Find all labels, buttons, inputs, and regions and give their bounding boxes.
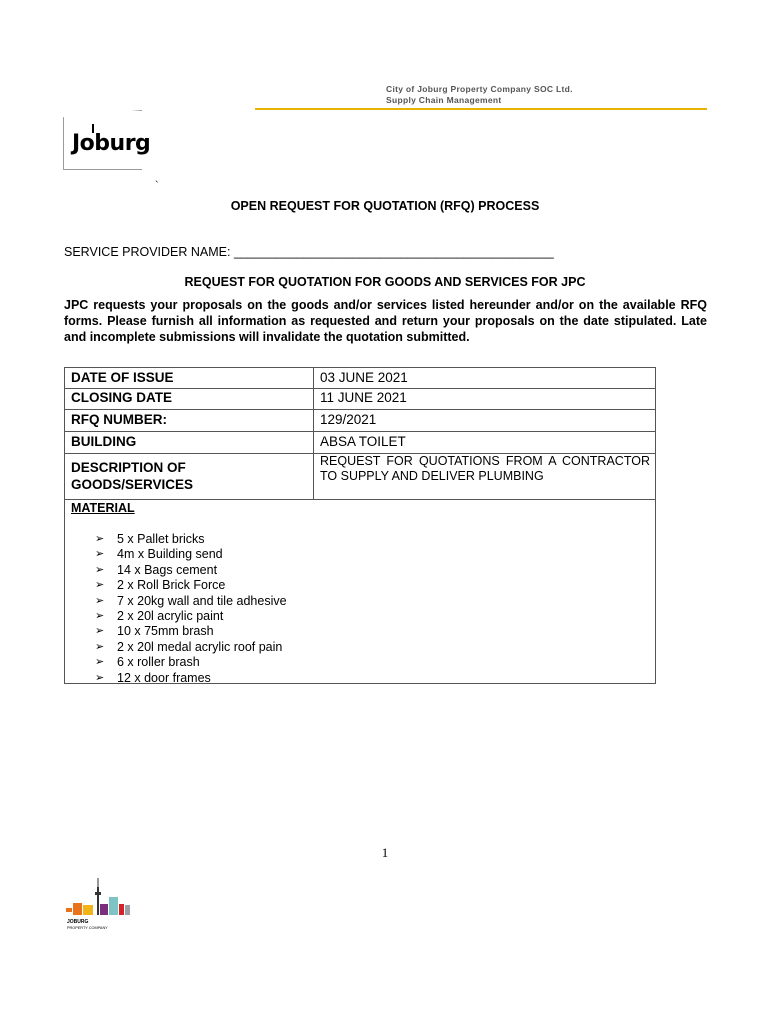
- header-rule: [255, 108, 707, 110]
- value-rfq-number: 129/2021: [320, 412, 377, 427]
- label-description-line2: GOODS/SERVICES: [71, 477, 194, 492]
- page-title: OPEN REQUEST FOR QUOTATION (RFQ) PROCESS: [230, 199, 540, 213]
- row-divider: [65, 409, 655, 410]
- row-divider: [65, 431, 655, 432]
- header-company: City of Joburg Property Company SOC Ltd.: [386, 84, 573, 94]
- value-building: ABSA TOILET: [320, 434, 406, 449]
- jpc-footer-logo-icon: [64, 875, 134, 935]
- arrow-bullet-icon: ➢: [95, 656, 105, 669]
- material-text: 7 x 20kg wall and tile adhesive: [117, 593, 287, 608]
- arrow-bullet-icon: ➢: [95, 625, 105, 638]
- material-heading: MATERIAL: [71, 501, 135, 515]
- material-text: 2 x 20l acrylic paint: [117, 608, 224, 623]
- service-provider-field: SERVICE PROVIDER NAME: ______________________________________________: [64, 245, 554, 259]
- arrow-bullet-icon: ➢: [95, 548, 105, 561]
- material-item: [93, 547, 287, 562]
- label-date-of-issue: DATE OF ISSUE: [71, 370, 174, 385]
- material-item: [93, 594, 287, 609]
- material-item: [93, 532, 287, 547]
- label-building: BUILDING: [71, 434, 137, 449]
- header-department: Supply Chain Management: [386, 95, 502, 105]
- label-description-line1: DESCRIPTION OF: [71, 460, 186, 475]
- material-item: [93, 624, 287, 639]
- footer-logo-line1: JOBURG: [67, 919, 89, 925]
- arrow-bullet-icon: ➢: [95, 563, 105, 576]
- footer-logo-line2: PROPERTY COMPANY: [67, 926, 108, 930]
- arrow-bullet-icon: ➢: [95, 640, 105, 653]
- material-text: 2 x Roll Brick Force: [117, 578, 226, 593]
- material-list: [93, 532, 287, 686]
- arrow-bullet-icon: ➢: [95, 671, 105, 684]
- arrow-bullet-icon: ➢: [95, 594, 105, 607]
- subtitle: REQUEST FOR QUOTATION FOR GOODS AND SERVICES FOR JPC: [184, 275, 586, 289]
- material-item: [93, 640, 287, 655]
- material-text: 14 x Bags cement: [117, 562, 218, 577]
- material-item: [93, 563, 287, 578]
- label-rfq-number: RFQ NUMBER:: [71, 412, 167, 427]
- arrow-bullet-icon: ➢: [95, 579, 105, 592]
- material-item: [93, 609, 287, 624]
- arrow-bullet-icon: ➢: [95, 609, 105, 622]
- row-divider: [65, 499, 655, 500]
- row-divider: [65, 388, 655, 389]
- material-text: 5 x Pallet bricks: [117, 532, 205, 546]
- stray-mark: `: [155, 180, 159, 192]
- material-item: [93, 578, 287, 593]
- page-number: 1: [381, 845, 389, 860]
- rfq-table: [64, 367, 656, 684]
- arrow-bullet-icon: ➢: [95, 533, 105, 545]
- value-description: REQUEST FOR QUOTATIONS FROM A CONTRACTOR TO SUPPLY AND DELIVER PLUMBING: [320, 454, 650, 483]
- value-closing-date: 11 JUNE 2021: [320, 390, 407, 405]
- column-divider: [313, 368, 314, 499]
- material-text: 2 x 20l medal acrylic roof pain: [117, 639, 283, 654]
- intro-paragraph: JPC requests your proposals on the goods and/or services listed hereunder and/or on the available RFQ forms. Please furnish all information as requested and return your proposals on the date stipulated. Late and incomplete submissions will invalidate the quotation submitted.: [64, 298, 707, 344]
- value-date-of-issue: 03 JUNE 2021: [320, 370, 408, 385]
- material-text: 4m x Building send: [117, 547, 223, 562]
- joburg-logo-text: Joburg: [72, 131, 151, 156]
- material-text: 10 x 75mm brash: [117, 624, 214, 639]
- material-text: 12 x door frames: [117, 670, 211, 685]
- label-closing-date: CLOSING DATE: [71, 390, 172, 405]
- material-text: 6 x roller brash: [117, 655, 200, 670]
- material-item: [93, 671, 287, 686]
- material-item: [93, 655, 287, 670]
